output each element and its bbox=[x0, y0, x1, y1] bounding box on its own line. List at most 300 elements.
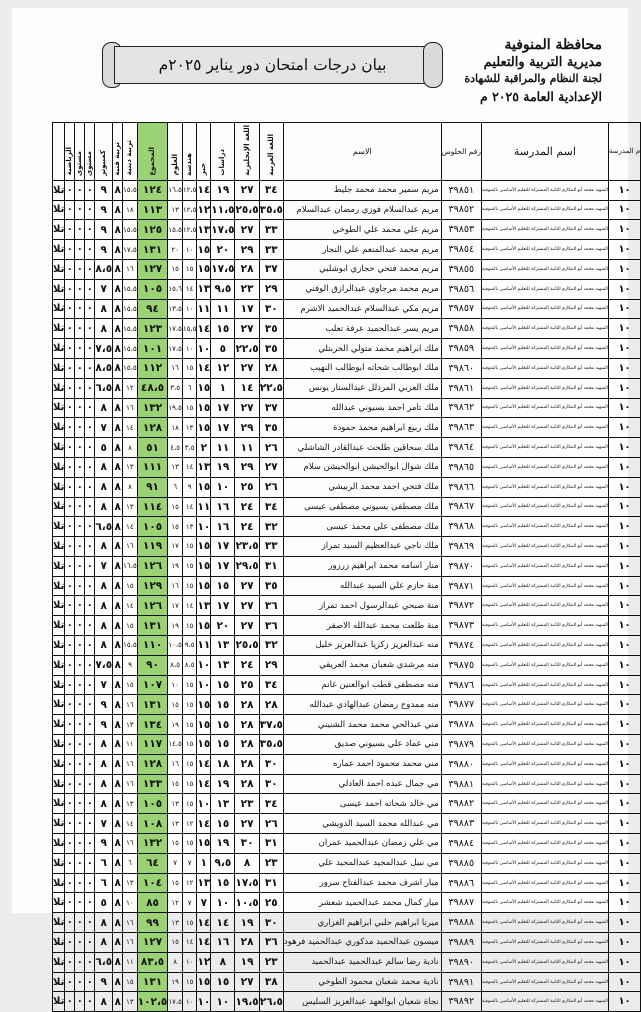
col-header-religion bbox=[123, 123, 138, 181]
cell-science: ٧ bbox=[168, 853, 183, 873]
cell-sports: ٠ bbox=[65, 814, 75, 834]
cell-english: ٢٧ bbox=[235, 576, 259, 596]
cell-english: ٨ bbox=[235, 853, 259, 873]
cell-level2: ٠ bbox=[75, 319, 85, 339]
cell-arabic: ٣٢ bbox=[259, 517, 283, 537]
cell-social: ١٧،٥ bbox=[211, 259, 235, 279]
cell-school: الشهيد محمد أبو المكارم الثانية المشتركة للتعليم الأساسي بالمنوفية bbox=[481, 754, 608, 774]
cell-sports: ٠ bbox=[65, 279, 75, 299]
cell-seat: ٣٩٨٨٤ bbox=[441, 834, 481, 854]
cell-art: ٨ bbox=[113, 339, 123, 359]
cell-school: الشهيد محمد أبو المكارم الثانية المشتركة للتعليم الأساسي بالمنوفية bbox=[481, 834, 608, 854]
cell-status: تلا bbox=[53, 220, 65, 240]
cell-geometry: ١٥ bbox=[182, 754, 197, 774]
cell-level2: ٠ bbox=[75, 655, 85, 675]
cell-total: ١١٢ bbox=[137, 358, 168, 378]
cell-sports: ٠ bbox=[65, 754, 75, 774]
cell-level2: ٠ bbox=[75, 220, 85, 240]
cell-science: ١٩ bbox=[168, 556, 183, 576]
cell-level1: ٠ bbox=[85, 754, 95, 774]
cell-serial: ١٠ bbox=[608, 853, 640, 873]
cell-school: الشهيد محمد أبو المكارم الثانية المشتركة للتعليم الأساسي بالمنوفية bbox=[481, 477, 608, 497]
cell-status: تلا bbox=[53, 834, 65, 854]
cell-serial: ١٠ bbox=[608, 319, 640, 339]
cell-sports: ٠ bbox=[65, 358, 75, 378]
cell-sports: ٠ bbox=[65, 715, 75, 735]
cell-computer: ٨ bbox=[95, 319, 113, 339]
cell-school: الشهيد محمد أبو المكارم الثانية المشتركة للتعليم الأساسي بالمنوفية bbox=[481, 438, 608, 458]
cell-level2: ٠ bbox=[75, 279, 85, 299]
cell-status: تلا bbox=[53, 200, 65, 220]
cell-name: مريم مكي عبدالسلام عبدالحميد الاشرم bbox=[283, 299, 441, 319]
cell-science: ١٧،٥ bbox=[168, 992, 183, 1012]
cell-english: ٢٧ bbox=[235, 972, 259, 992]
cell-seat: ٣٩٨٥٢ bbox=[441, 200, 481, 220]
cell-geometry: ١٠ bbox=[182, 952, 197, 972]
cell-arabic: ٣٤ bbox=[259, 180, 283, 200]
cell-art: ٨ bbox=[113, 834, 123, 854]
cell-social: ١٥ bbox=[211, 695, 235, 715]
cell-science: ٢٠ bbox=[168, 240, 183, 260]
table-row bbox=[53, 339, 641, 359]
cell-school: الشهيد محمد أبو المكارم الثانية المشتركة للتعليم الأساسي بالمنوفية bbox=[481, 695, 608, 715]
cell-level2: ٠ bbox=[75, 240, 85, 260]
cell-english: ٢٩ bbox=[235, 240, 259, 260]
cell-english: ٢٤ bbox=[235, 497, 259, 517]
cell-school: الشهيد محمد أبو المكارم الثانية المشتركة للتعليم الأساسي بالمنوفية bbox=[481, 358, 608, 378]
cell-status: تلا bbox=[53, 814, 65, 834]
cell-arabic: ٣٣ bbox=[259, 240, 283, 260]
table-header-row bbox=[53, 123, 641, 181]
cell-math: ١٤ bbox=[197, 913, 211, 933]
cell-name: مريم يسر عبدالحميد عرفة تعلب bbox=[283, 319, 441, 339]
cell-arabic: ٢٥ bbox=[259, 893, 283, 913]
cell-seat: ٣٩٨٦١ bbox=[441, 378, 481, 398]
cell-social: ٢٠ bbox=[211, 616, 235, 636]
cell-art: ٨ bbox=[113, 438, 123, 458]
cell-science: ١٥ bbox=[168, 774, 183, 794]
cell-school: الشهيد محمد أبو المكارم الثانية المشتركة للتعليم الأساسي بالمنوفية bbox=[481, 319, 608, 339]
cell-sports: ٠ bbox=[65, 913, 75, 933]
cell-arabic: ٣٧ bbox=[259, 259, 283, 279]
cell-status: تلا bbox=[53, 972, 65, 992]
cell-sports: ٠ bbox=[65, 735, 75, 755]
cell-english: ١٩ bbox=[235, 913, 259, 933]
col-header-arabic bbox=[259, 123, 283, 181]
cell-total: ١٣١ bbox=[137, 616, 168, 636]
cell-social: ١٥ bbox=[211, 576, 235, 596]
cell-english: ٢٧ bbox=[235, 180, 259, 200]
cell-science: ١٩ bbox=[168, 616, 183, 636]
cell-level2: ٠ bbox=[75, 893, 85, 913]
table-row bbox=[53, 853, 641, 873]
cell-serial: ١٠ bbox=[608, 537, 640, 557]
cell-arabic: ٣٣ bbox=[259, 537, 283, 557]
cell-religion: ١٥ bbox=[123, 576, 138, 596]
cell-level1: ٠ bbox=[85, 715, 95, 735]
cell-computer: ٨ bbox=[95, 477, 113, 497]
cell-serial: ١٠ bbox=[608, 695, 640, 715]
cell-religion: ١٣ bbox=[123, 794, 138, 814]
cell-computer: ٨ bbox=[95, 616, 113, 636]
col-header-math-label: جبر bbox=[199, 163, 208, 176]
grades-table bbox=[52, 122, 641, 1012]
cell-computer: ٩ bbox=[95, 715, 113, 735]
cell-english: ٢٨ bbox=[235, 735, 259, 755]
cell-english: ٢٨ bbox=[235, 933, 259, 953]
cell-level1: ٠ bbox=[85, 398, 95, 418]
cell-status: تلا bbox=[53, 497, 65, 517]
cell-name: مني عماد علي بسيوني صديق bbox=[283, 735, 441, 755]
cell-science: ٤،٥ bbox=[168, 438, 183, 458]
cell-total: ١٣١ bbox=[137, 972, 168, 992]
col-header-name-label: الاسم bbox=[352, 146, 372, 156]
cell-sports: ٠ bbox=[65, 952, 75, 972]
cell-seat: ٣٩٨٥٨ bbox=[441, 319, 481, 339]
cell-arabic: ٣٤ bbox=[259, 675, 283, 695]
cell-seat: ٣٩٨٧٧ bbox=[441, 695, 481, 715]
cell-art: ٨ bbox=[113, 735, 123, 755]
cell-social: ١ bbox=[211, 378, 235, 398]
cell-seat: ٣٩٨٨٧ bbox=[441, 893, 481, 913]
cell-art: ٨ bbox=[113, 655, 123, 675]
cell-level1: ٠ bbox=[85, 794, 95, 814]
cell-level2: ٠ bbox=[75, 556, 85, 576]
cell-level2: ٠ bbox=[75, 972, 85, 992]
cell-social: ١١،٥ bbox=[211, 200, 235, 220]
cell-level1: ٠ bbox=[85, 259, 95, 279]
cell-name: مي عبدالله محمد السيد الدويشي bbox=[283, 814, 441, 834]
cell-serial: ١٠ bbox=[608, 715, 640, 735]
cell-social: ١٧ bbox=[211, 596, 235, 616]
cell-geometry: ١٤ bbox=[182, 497, 197, 517]
cell-religion: ١٥،٥ bbox=[123, 279, 138, 299]
cell-name: منار اسامه محمد ابراهيم زرزور bbox=[283, 556, 441, 576]
cell-computer: ٩ bbox=[95, 695, 113, 715]
cell-serial: ١٠ bbox=[608, 438, 640, 458]
cell-seat: ٣٩٨٦٠ bbox=[441, 358, 481, 378]
cell-arabic: ٣٠ bbox=[259, 913, 283, 933]
cell-science: ١٥ bbox=[168, 517, 183, 537]
cell-science: ١٦ bbox=[168, 576, 183, 596]
table-row bbox=[53, 319, 641, 339]
cell-religion: ١٤ bbox=[123, 596, 138, 616]
cell-school: الشهيد محمد أبو المكارم الثانية المشتركة للتعليم الأساسي بالمنوفية bbox=[481, 279, 608, 299]
cell-level1: ٠ bbox=[85, 319, 95, 339]
table-row bbox=[53, 200, 641, 220]
cell-computer: ٨ bbox=[95, 913, 113, 933]
cell-level1: ٠ bbox=[85, 299, 95, 319]
cell-math: ١٥ bbox=[197, 537, 211, 557]
cell-school: الشهيد محمد أبو المكارم الثانية المشتركة للتعليم الأساسي بالمنوفية bbox=[481, 774, 608, 794]
cell-religion: ١٣ bbox=[123, 715, 138, 735]
cell-seat: ٣٩٨٨٥ bbox=[441, 853, 481, 873]
cell-arabic: ٣٦ bbox=[259, 596, 283, 616]
cell-social: ١٩ bbox=[211, 774, 235, 794]
cell-seat: ٣٩٨٨٩ bbox=[441, 933, 481, 953]
cell-school: الشهيد محمد أبو المكارم الثانية المشتركة للتعليم الأساسي بالمنوفية bbox=[481, 240, 608, 260]
cell-social: ١٠ bbox=[211, 893, 235, 913]
cell-math: ١٤ bbox=[197, 358, 211, 378]
cell-arabic: ٢٩ bbox=[259, 655, 283, 675]
cell-sports: ٠ bbox=[65, 933, 75, 953]
cell-math: ٢ bbox=[197, 438, 211, 458]
cell-math: ١٤ bbox=[197, 754, 211, 774]
cell-name: مي جمال عبده احمد العادلي bbox=[283, 774, 441, 794]
cell-level2: ٠ bbox=[75, 517, 85, 537]
cell-science: ٨ bbox=[168, 952, 183, 972]
cell-serial: ١٠ bbox=[608, 933, 640, 953]
cell-level2: ٠ bbox=[75, 576, 85, 596]
cell-status: تلا bbox=[53, 774, 65, 794]
cell-computer: ٨ bbox=[95, 457, 113, 477]
cell-status: تلا bbox=[53, 477, 65, 497]
cell-arabic: ٢٢،٥ bbox=[259, 378, 283, 398]
cell-math: ٧ bbox=[197, 893, 211, 913]
cell-art: ٨ bbox=[113, 754, 123, 774]
table-row bbox=[53, 735, 641, 755]
cell-math: ١٣ bbox=[197, 596, 211, 616]
cell-english: ٢٧ bbox=[235, 398, 259, 418]
cell-social: ١٥ bbox=[211, 735, 235, 755]
table-row bbox=[53, 537, 641, 557]
cell-art: ٨ bbox=[113, 616, 123, 636]
cell-school: الشهيد محمد أبو المكارم الثانية المشتركة للتعليم الأساسي بالمنوفية bbox=[481, 537, 608, 557]
cell-science: ١٦ bbox=[168, 358, 183, 378]
cell-math: ١٥ bbox=[197, 695, 211, 715]
cell-level2: ٠ bbox=[75, 398, 85, 418]
cell-school: الشهيد محمد أبو المكارم الثانية المشتركة للتعليم الأساسي بالمنوفية bbox=[481, 616, 608, 636]
cell-level2: ٠ bbox=[75, 497, 85, 517]
cell-religion: ١٤ bbox=[123, 418, 138, 438]
cell-religion: ١٥ bbox=[123, 972, 138, 992]
col-header-total bbox=[137, 123, 168, 181]
cell-science: ١٩،٥ bbox=[168, 398, 183, 418]
col-header-school bbox=[481, 123, 608, 181]
cell-seat: ٣٩٨٨٠ bbox=[441, 754, 481, 774]
cell-seat: ٣٩٨٦٤ bbox=[441, 438, 481, 458]
cell-religion: ١٦ bbox=[123, 537, 138, 557]
cell-level1: ٠ bbox=[85, 477, 95, 497]
table-row bbox=[53, 913, 641, 933]
cell-computer: ٨ bbox=[95, 794, 113, 814]
table-row bbox=[53, 774, 641, 794]
cell-computer: ٨ bbox=[95, 735, 113, 755]
cell-status: تلا bbox=[53, 735, 65, 755]
cell-geometry: ١٥ bbox=[182, 259, 197, 279]
cell-computer: ٧ bbox=[95, 814, 113, 834]
cell-total: ١٠٤ bbox=[137, 873, 168, 893]
cell-name: ملك ابراهيم محمد متولي الخربتلي bbox=[283, 339, 441, 359]
cell-level1: ٠ bbox=[85, 814, 95, 834]
col-header-english-label: اللغة الإنجليزية bbox=[242, 125, 251, 176]
col-header-level2-label: مستوى bbox=[75, 150, 84, 176]
cell-sports: ٠ bbox=[65, 616, 75, 636]
cell-level1: ٠ bbox=[85, 240, 95, 260]
cell-name: ميار كمال محمد عبدالحميد شعشر bbox=[283, 893, 441, 913]
cell-level2: ٠ bbox=[75, 477, 85, 497]
cell-science: ١٥،٦ bbox=[168, 279, 183, 299]
cell-seat: ٣٩٨٧٨ bbox=[441, 715, 481, 735]
cell-status: تلا bbox=[53, 873, 65, 893]
cell-geometry: ١٠ bbox=[182, 240, 197, 260]
cell-seat: ٣٩٨٦٩ bbox=[441, 537, 481, 557]
cell-geometry: ٧ bbox=[182, 853, 197, 873]
cell-science: ١٦،٥ bbox=[168, 180, 183, 200]
cell-arabic: ٢٦ bbox=[259, 814, 283, 834]
cell-serial: ١٠ bbox=[608, 497, 640, 517]
cell-arabic: ٣٤ bbox=[259, 794, 283, 814]
cell-computer: ٦ bbox=[95, 873, 113, 893]
cell-art: ٨ bbox=[113, 972, 123, 992]
cell-math: ١٥ bbox=[197, 477, 211, 497]
cell-arabic: ٢٦،٥ bbox=[259, 992, 283, 1012]
cell-computer: ٩ bbox=[95, 220, 113, 240]
cell-name: مني عبدالحي محمد محمد الشنيني bbox=[283, 715, 441, 735]
cell-art: ٨ bbox=[113, 933, 123, 953]
table-row bbox=[53, 457, 641, 477]
cell-total: ٩٩ bbox=[137, 913, 168, 933]
cell-sports: ٠ bbox=[65, 636, 75, 656]
cell-name: ملك ربيع ابراهيم محمد حمودة bbox=[283, 418, 441, 438]
cell-science: ١٠ bbox=[168, 675, 183, 695]
cell-name: مريم سمير محمد محمد جليط bbox=[283, 180, 441, 200]
cell-english: ٢٥،٥ bbox=[235, 200, 259, 220]
col-header-geometry bbox=[182, 123, 197, 181]
cell-name: ميسون عبدالحميد مدكوري عبدالحميد فرهود bbox=[283, 933, 441, 953]
cell-level2: ٠ bbox=[75, 636, 85, 656]
cell-level2: ٠ bbox=[75, 952, 85, 972]
cell-math: ١٥ bbox=[197, 834, 211, 854]
cell-art: ٨ bbox=[113, 358, 123, 378]
cell-social: ١١ bbox=[211, 299, 235, 319]
cell-science: ١٥ bbox=[168, 834, 183, 854]
cell-total: ١٠٢،٥ bbox=[137, 992, 168, 1012]
cell-school: الشهيد محمد أبو المكارم الثانية المشتركة للتعليم الأساسي بالمنوفية bbox=[481, 259, 608, 279]
cell-school: الشهيد محمد أبو المكارم الثانية المشتركة للتعليم الأساسي بالمنوفية bbox=[481, 517, 608, 537]
cell-arabic: ٣١ bbox=[259, 834, 283, 854]
table-row bbox=[53, 220, 641, 240]
table-row bbox=[53, 972, 641, 992]
cell-computer: ٨ bbox=[95, 497, 113, 517]
cell-sports: ٠ bbox=[65, 517, 75, 537]
cell-seat: ٣٩٨٨٣ bbox=[441, 814, 481, 834]
cell-social: ١٥ bbox=[211, 814, 235, 834]
table-row bbox=[53, 240, 641, 260]
cell-religion: ١١ bbox=[123, 952, 138, 972]
col-header-science bbox=[168, 123, 183, 181]
cell-english: ٢٥ bbox=[235, 675, 259, 695]
cell-level2: ٠ bbox=[75, 754, 85, 774]
cell-arabic: ٣٠ bbox=[259, 299, 283, 319]
cell-seat: ٣٩٨٦٢ bbox=[441, 398, 481, 418]
col-header-art-label: تربية فنية bbox=[113, 142, 122, 176]
cell-geometry: ١٤ bbox=[182, 279, 197, 299]
col-header-level2 bbox=[75, 123, 85, 181]
cell-level2: ٠ bbox=[75, 180, 85, 200]
cell-seat: ٣٩٨٦٦ bbox=[441, 477, 481, 497]
cell-english: ١١ bbox=[235, 438, 259, 458]
directorate-label: مديرية التربية والتعليم bbox=[483, 55, 602, 70]
cell-religion: ١٤ bbox=[123, 814, 138, 834]
cell-arabic: ٣٧ bbox=[259, 398, 283, 418]
cell-art: ٨ bbox=[113, 477, 123, 497]
results-sheet bbox=[12, 8, 641, 1008]
cell-social: ١٦ bbox=[211, 517, 235, 537]
table-row bbox=[53, 893, 641, 913]
col-header-serial bbox=[608, 123, 640, 181]
cell-english: ٢٥،٥ bbox=[235, 636, 259, 656]
cell-math: ١٣ bbox=[197, 457, 211, 477]
cell-math: ١٠ bbox=[197, 517, 211, 537]
cell-computer: ٧ bbox=[95, 556, 113, 576]
cell-religion: ١٥،٥ bbox=[123, 358, 138, 378]
cell-total: ١٠١ bbox=[137, 339, 168, 359]
cell-sports: ٠ bbox=[65, 774, 75, 794]
cell-sports: ٠ bbox=[65, 240, 75, 260]
cell-serial: ١٠ bbox=[608, 794, 640, 814]
cell-english: ٢٧ bbox=[235, 596, 259, 616]
cell-name: ملك تامر احمد بسيوني عبدالله bbox=[283, 398, 441, 418]
cell-serial: ١٠ bbox=[608, 913, 640, 933]
cell-seat: ٣٩٨٧٢ bbox=[441, 596, 481, 616]
cell-math: ١٥ bbox=[197, 616, 211, 636]
cell-geometry: ١٥ bbox=[182, 972, 197, 992]
cell-religion: ١٣ bbox=[123, 992, 138, 1012]
cell-computer: ٩ bbox=[95, 180, 113, 200]
cell-art: ٨ bbox=[113, 814, 123, 834]
cell-total: ٩١ bbox=[137, 477, 168, 497]
cell-level1: ٠ bbox=[85, 517, 95, 537]
cell-english: ٢٨ bbox=[235, 259, 259, 279]
cell-status: تلا bbox=[53, 675, 65, 695]
cell-geometry: ١٤ bbox=[182, 596, 197, 616]
cell-math: ١٢ bbox=[197, 200, 211, 220]
cell-art: ٨ bbox=[113, 537, 123, 557]
cell-total: ١٠٧ bbox=[137, 675, 168, 695]
cell-computer: ٦،٥ bbox=[95, 378, 113, 398]
cell-total: ١١٩ bbox=[137, 537, 168, 557]
cell-art: ٨ bbox=[113, 695, 123, 715]
cell-level1: ٠ bbox=[85, 378, 95, 398]
cell-sports: ٠ bbox=[65, 259, 75, 279]
cell-school: الشهيد محمد أبو المكارم الثانية المشتركة للتعليم الأساسي بالمنوفية bbox=[481, 596, 608, 616]
cell-arabic: ٣١ bbox=[259, 556, 283, 576]
cell-total: ١٠٥ bbox=[137, 279, 168, 299]
cell-art: ٨ bbox=[113, 259, 123, 279]
cell-level1: ٠ bbox=[85, 933, 95, 953]
cell-geometry: ١٣ bbox=[182, 517, 197, 537]
title-box bbox=[114, 46, 431, 84]
cell-religion: ١٧،٥ bbox=[123, 240, 138, 260]
cell-school: الشهيد محمد أبو المكارم الثانية المشتركة للتعليم الأساسي بالمنوفية bbox=[481, 675, 608, 695]
cell-geometry: ١٥ bbox=[182, 715, 197, 735]
cell-level2: ٠ bbox=[75, 339, 85, 359]
cell-geometry: ١٢،٥ bbox=[182, 180, 197, 200]
cell-level1: ٠ bbox=[85, 180, 95, 200]
cell-social: ١٧ bbox=[211, 398, 235, 418]
cell-level2: ٠ bbox=[75, 715, 85, 735]
cell-level2: ٠ bbox=[75, 378, 85, 398]
cell-seat: ٣٩٨٧٩ bbox=[441, 735, 481, 755]
cell-science: ١٧ bbox=[168, 596, 183, 616]
cell-math: ١١ bbox=[197, 497, 211, 517]
cell-level2: ٠ bbox=[75, 596, 85, 616]
cell-name: مي نبيل عبدالمجيد عبدالمجيد علي bbox=[283, 853, 441, 873]
cell-total: ١٢٦ bbox=[137, 596, 168, 616]
cell-science: ٦ bbox=[168, 477, 183, 497]
cell-arabic: ٣٥ bbox=[259, 319, 283, 339]
